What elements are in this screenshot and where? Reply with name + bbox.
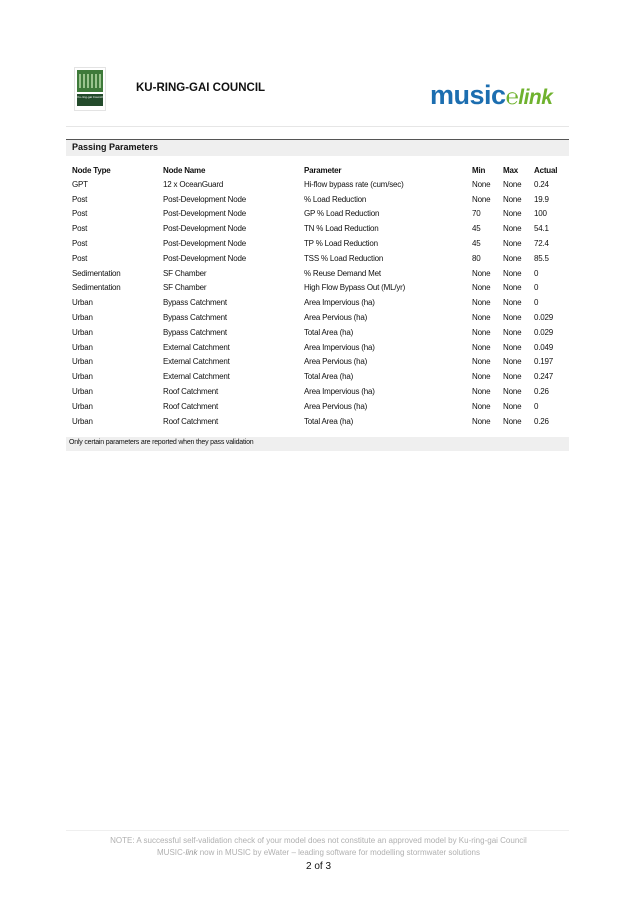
table-row	[66, 281, 569, 296]
node-type-cell: Urban	[72, 313, 93, 323]
node-name-cell: Roof Catchment	[163, 416, 219, 426]
parameter-cell: % Reuse Demand Met	[304, 268, 381, 278]
column-header-parameter: Parameter	[304, 165, 342, 175]
min-cell: None	[472, 313, 491, 323]
actual-cell: 72.4	[534, 239, 549, 249]
footer-divider	[66, 830, 569, 831]
node-type-cell: Post	[72, 209, 88, 219]
parameter-cell: Area Pervious (ha)	[304, 401, 368, 411]
parameters-table	[66, 163, 569, 429]
actual-cell: 0.049	[534, 342, 554, 352]
min-cell: None	[472, 194, 491, 204]
min-cell: None	[472, 401, 491, 411]
actual-cell: 0.247	[534, 372, 554, 382]
node-name-cell: Roof Catchment	[163, 401, 219, 411]
node-type-cell: Urban	[72, 372, 93, 382]
min-cell: None	[472, 298, 491, 308]
footnote-text: Only certain parameters are reported when they pass validation	[69, 439, 254, 446]
max-cell: None	[503, 194, 522, 204]
node-type-cell: Urban	[72, 401, 93, 411]
actual-cell: 0.26	[534, 387, 549, 397]
node-name-cell: Post-Development Node	[163, 209, 246, 219]
node-type-cell: Urban	[72, 357, 93, 367]
table-row	[66, 399, 569, 414]
footer-note-suffix: now in MUSIC by eWater – leading software for modelling stormwater solutions	[197, 848, 480, 857]
actual-cell: 19.9	[534, 194, 549, 204]
min-cell: 80	[472, 253, 481, 263]
parameter-cell: Area Impervious (ha)	[304, 387, 375, 397]
header-divider	[66, 126, 569, 127]
node-name-cell: Bypass Catchment	[163, 327, 227, 337]
node-type-cell: Post	[72, 239, 88, 249]
actual-cell: 0.26	[534, 416, 549, 426]
table-row	[66, 192, 569, 207]
actual-cell: 0	[534, 298, 539, 308]
min-cell: None	[472, 372, 491, 382]
max-cell: None	[503, 283, 522, 293]
column-header-max: Max	[503, 165, 518, 175]
parameter-cell: Total Area (ha)	[304, 416, 354, 426]
table-row	[66, 340, 569, 355]
node-name-cell: Bypass Catchment	[163, 298, 227, 308]
parameter-cell: Area Pervious (ha)	[304, 357, 368, 367]
max-cell: None	[503, 387, 522, 397]
max-cell: None	[503, 327, 522, 337]
parameter-cell: TSS % Load Reduction	[304, 253, 384, 263]
max-cell: None	[503, 342, 522, 352]
table-row	[66, 325, 569, 340]
parameter-cell: Total Area (ha)	[304, 327, 354, 337]
node-name-cell: Post-Development Node	[163, 224, 246, 234]
column-header-node-type: Node Type	[72, 165, 111, 175]
max-cell: None	[503, 372, 522, 382]
node-type-cell: Urban	[72, 387, 93, 397]
table-row	[66, 251, 569, 266]
brand-music-text: music	[430, 80, 506, 110]
brand-e-icon: ℮	[505, 84, 519, 109]
parameter-cell: High Flow Bypass Out (ML/yr)	[304, 283, 406, 293]
node-name-cell: Bypass Catchment	[163, 313, 227, 323]
brand-link-text: link	[518, 86, 553, 109]
node-name-cell: Post-Development Node	[163, 239, 246, 249]
footer-note-link: link	[185, 848, 198, 857]
max-cell: None	[503, 253, 522, 263]
footer-note-line1: NOTE: A successful self-validation check of your model does not constitute an approved model by Ku-ring-gai Council	[110, 836, 527, 845]
section-header	[66, 139, 569, 156]
node-type-cell: Sedimentation	[72, 283, 121, 293]
music-link-logo	[430, 80, 552, 113]
min-cell: None	[472, 327, 491, 337]
min-cell: None	[472, 387, 491, 397]
max-cell: None	[503, 179, 522, 189]
council-logo	[74, 67, 106, 111]
actual-cell: 0.24	[534, 179, 549, 189]
parameter-cell: Area Pervious (ha)	[304, 313, 368, 323]
min-cell: None	[472, 357, 491, 367]
actual-cell: 0.197	[534, 357, 554, 367]
table-row	[66, 266, 569, 281]
max-cell: None	[503, 416, 522, 426]
min-cell: 45	[472, 224, 481, 234]
max-cell: None	[503, 239, 522, 249]
node-type-cell: Urban	[72, 416, 93, 426]
node-name-cell: 12 x OceanGuard	[163, 179, 224, 189]
actual-cell: 0	[534, 268, 539, 278]
column-header-min: Min	[472, 165, 486, 175]
node-name-cell: SF Chamber	[163, 283, 207, 293]
parameter-cell: Total Area (ha)	[304, 372, 354, 382]
table-header-row	[66, 163, 569, 177]
min-cell: None	[472, 179, 491, 189]
table-row	[66, 355, 569, 370]
node-type-cell: Urban	[72, 327, 93, 337]
parameter-cell: TP % Load Reduction	[304, 239, 378, 249]
table-body	[66, 177, 569, 429]
node-type-cell: Post	[72, 224, 88, 234]
min-cell: 70	[472, 209, 481, 219]
table-row	[66, 177, 569, 192]
column-header-actual: Actual	[534, 165, 558, 175]
table-row	[66, 369, 569, 384]
parameter-cell: TN % Load Reduction	[304, 224, 379, 234]
max-cell: None	[503, 401, 522, 411]
logo-trees-icon	[79, 74, 101, 88]
actual-cell: 0.029	[534, 313, 554, 323]
section-title: Passing Parameters	[72, 142, 159, 152]
logo-caption: Ku-ring-gai Council	[77, 94, 103, 106]
min-cell: None	[472, 416, 491, 426]
node-name-cell: Roof Catchment	[163, 387, 219, 397]
council-name: KU-RING-GAI COUNCIL	[136, 82, 266, 94]
max-cell: None	[503, 268, 522, 278]
node-type-cell: Urban	[72, 298, 93, 308]
parameter-cell: Area Impervious (ha)	[304, 298, 375, 308]
max-cell: None	[503, 209, 522, 219]
node-name-cell: SF Chamber	[163, 268, 207, 278]
max-cell: None	[503, 357, 522, 367]
actual-cell: 100	[534, 209, 547, 219]
footer-note-prefix: MUSIC-	[157, 848, 186, 857]
node-name-cell: Post-Development Node	[163, 253, 246, 263]
node-name-cell: External Catchment	[163, 342, 230, 352]
node-type-cell: Post	[72, 194, 88, 204]
actual-cell: 54.1	[534, 224, 549, 234]
footer-note-line2	[0, 848, 637, 857]
min-cell: None	[472, 268, 491, 278]
parameter-cell: GP % Load Reduction	[304, 209, 380, 219]
table-row	[66, 384, 569, 399]
table-row	[66, 310, 569, 325]
min-cell: None	[472, 283, 491, 293]
column-header-node-name: Node Name	[163, 165, 206, 175]
max-cell: None	[503, 224, 522, 234]
node-name-cell: External Catchment	[163, 372, 230, 382]
min-cell: 45	[472, 239, 481, 249]
node-name-cell: External Catchment	[163, 357, 230, 367]
footnote-bar	[66, 437, 569, 451]
page-number: 2 of 3	[305, 861, 332, 872]
parameter-cell: Area Impervious (ha)	[304, 342, 375, 352]
table-row	[66, 236, 569, 251]
min-cell: None	[472, 342, 491, 352]
max-cell: None	[503, 313, 522, 323]
table-row	[66, 295, 569, 310]
parameter-cell: % Load Reduction	[304, 194, 367, 204]
actual-cell: 85.5	[534, 253, 549, 263]
table-row	[66, 414, 569, 429]
actual-cell: 0	[534, 401, 539, 411]
parameter-cell: Hi-flow bypass rate (cum/sec)	[304, 179, 404, 189]
table-row	[66, 207, 569, 222]
node-type-cell: GPT	[72, 179, 88, 189]
max-cell: None	[503, 298, 522, 308]
node-name-cell: Post-Development Node	[163, 194, 246, 204]
node-type-cell: Sedimentation	[72, 268, 121, 278]
node-type-cell: Urban	[72, 342, 93, 352]
node-type-cell: Post	[72, 253, 88, 263]
actual-cell: 0	[534, 283, 539, 293]
actual-cell: 0.029	[534, 327, 554, 337]
table-row	[66, 221, 569, 236]
